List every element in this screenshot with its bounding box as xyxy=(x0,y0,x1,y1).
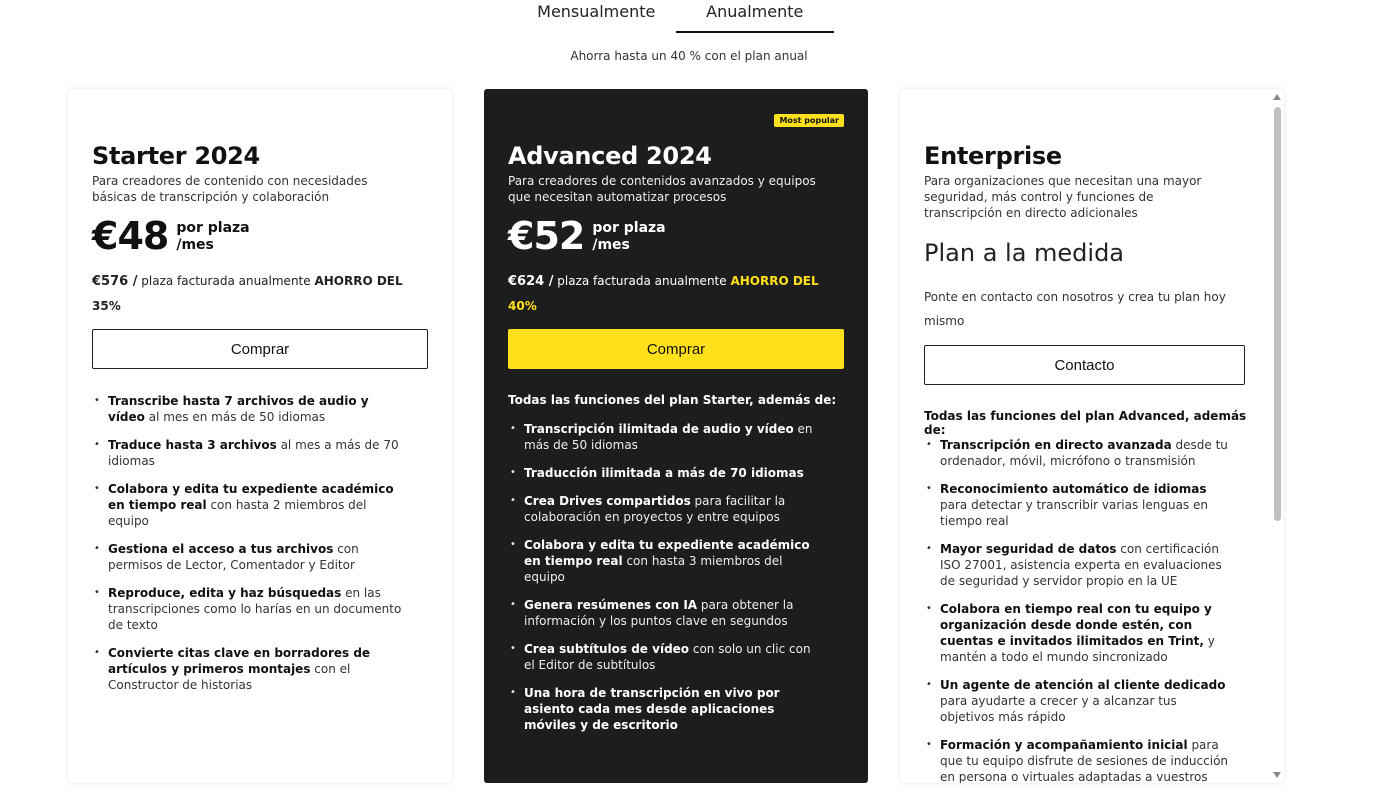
annual-amount: €624 / xyxy=(508,274,554,289)
savings-label: AHORRO DEL 40% xyxy=(508,274,819,313)
price-row xyxy=(508,213,666,259)
plan-card-enterprise xyxy=(900,89,1284,783)
feature-item: • Crea subtítulos de vídeo con solo un clic con el Editor de subtítulos xyxy=(508,641,824,673)
plan-title: Starter 2024 xyxy=(92,142,260,170)
scrollbar-thumb[interactable] xyxy=(1274,107,1281,521)
plan-title: Advanced 2024 xyxy=(508,142,712,170)
plan-description: Para creadores de contenidos avanzados y equipos que necesitan automatizar procesos xyxy=(508,174,816,204)
feature-item: • Un agente de atención al cliente dedicado para ayudarte a crecer y a alcanzar tus objetivos más rápido xyxy=(924,677,1230,725)
custom-plan-heading: Plan a la medida xyxy=(924,239,1125,267)
features-intro: Todas las funciones del plan Starter, además de: xyxy=(508,393,837,407)
most-popular-badge: Most popular xyxy=(774,114,844,127)
feature-item: • Traducción ilimitada a más de 70 idiomas xyxy=(508,465,824,481)
contact-text: Ponte en contacto con nosotros y crea tu plan hoy mismo xyxy=(924,290,1226,328)
plan-price: €52 xyxy=(508,214,585,258)
feature-item: • Colabora y edita tu expediente académico en tiempo real con hasta 2 miembros del equipo xyxy=(92,481,408,529)
plan-title: Enterprise xyxy=(924,142,1062,170)
features-intro: Todas las funciones del plan Advanced, además de: xyxy=(924,409,1247,437)
billing-text: plaza facturada anualmente xyxy=(137,274,315,288)
feature-item: • Transcribe hasta 7 archivos de audio y vídeo al mes en más de 50 idiomas xyxy=(92,393,408,425)
annual-savings-note: Ahorra hasta un 40 % con el plan anual xyxy=(570,49,808,63)
annual-billing xyxy=(508,269,826,318)
feature-item: • Gestiona el acceso a tus archivos con permisos de Lector, Comentador y Editor xyxy=(92,541,408,573)
feature-list xyxy=(924,437,1230,783)
feature-item: • Reconocimiento automático de idiomas para detectar y transcribir varias lenguas en tiempo real xyxy=(924,481,1230,529)
feature-item: • Traduce hasta 3 archivos al mes a más de 70 idiomas xyxy=(92,437,408,469)
price-unit xyxy=(592,220,665,254)
plan-card-advanced xyxy=(484,89,868,783)
feature-item: • Convierte citas clave en borradores de artículos y primeros montajes con el Constructor de historias xyxy=(92,645,408,693)
price-per-month: /mes xyxy=(592,237,630,253)
feature-list xyxy=(508,421,824,745)
annual-amount: €576 / xyxy=(92,274,138,289)
feature-item: • Reproduce, edita y haz búsquedas en las transcripciones como lo harías en un documento de texto xyxy=(92,585,408,633)
billing-period-tabs xyxy=(517,0,834,33)
feature-item: • Genera resúmenes con IA para obtener la información y los puntos clave en segundos xyxy=(508,597,824,629)
buy-button[interactable]: Comprar xyxy=(92,329,428,369)
scroll-up-arrow-icon[interactable] xyxy=(1273,94,1281,100)
price-unit xyxy=(176,220,249,254)
buy-button[interactable]: Comprar xyxy=(508,329,844,369)
feature-item: • Formación y acompañamiento inicial para que tu equipo disfrute de sesiones de inducción en persona o virtuales adaptadas a vuestros xyxy=(924,737,1230,783)
plan-description: Para organizaciones que necesitan una mayor seguridad, más control y funciones de transcripción en directo adicionales xyxy=(924,174,1202,220)
feature-list xyxy=(92,393,408,705)
scroll-down-arrow-icon[interactable] xyxy=(1273,772,1281,778)
feature-item: • Mayor seguridad de datos con certificación ISO 27001, asistencia experta en evaluaciones de seguridad y servidor propio en la UE xyxy=(924,541,1230,589)
billing-text: plaza facturada anualmente xyxy=(553,274,731,288)
plan-card-starter xyxy=(68,89,452,783)
feature-item: • Crea Drives compartidos para facilitar la colaboración en proyectos y entre equipos xyxy=(508,493,824,525)
feature-item: • Colabora en tiempo real con tu equipo y organización desde donde estén, con cuentas e invitados ilimitados en Trint, y mantén a todo el mundo sincronizado xyxy=(924,601,1230,665)
feature-item: • Transcripción en directo avanzada desde tu ordenador, móvil, micrófono o transmisión xyxy=(924,437,1230,469)
annual-billing xyxy=(92,269,407,318)
plan-description: Para creadores de contenido con necesidades básicas de transcripción y colaboración xyxy=(92,174,368,204)
savings-label: AHORRO DEL 35% xyxy=(92,274,403,313)
feature-item: • Colabora y edita tu expediente académico en tiempo real con hasta 3 miembros del equipo xyxy=(508,537,824,585)
contact-button[interactable]: Contacto xyxy=(924,345,1245,385)
scrollbar[interactable] xyxy=(1270,89,1284,783)
feature-item: • Transcripción ilimitada de audio y vídeo en más de 50 idiomas xyxy=(508,421,824,453)
price-row xyxy=(92,213,250,259)
tab-annual[interactable]: Anualmente xyxy=(676,0,835,33)
plan-price: €48 xyxy=(92,214,169,258)
tab-monthly[interactable]: Mensualmente xyxy=(537,2,656,21)
feature-item: • Una hora de transcripción en vivo por asiento cada mes desde aplicaciones móviles y de escritorio xyxy=(508,685,824,733)
price-per-month: /mes xyxy=(176,237,214,253)
price-per-seat: por plaza xyxy=(176,220,250,236)
price-per-seat: por plaza xyxy=(592,220,666,236)
